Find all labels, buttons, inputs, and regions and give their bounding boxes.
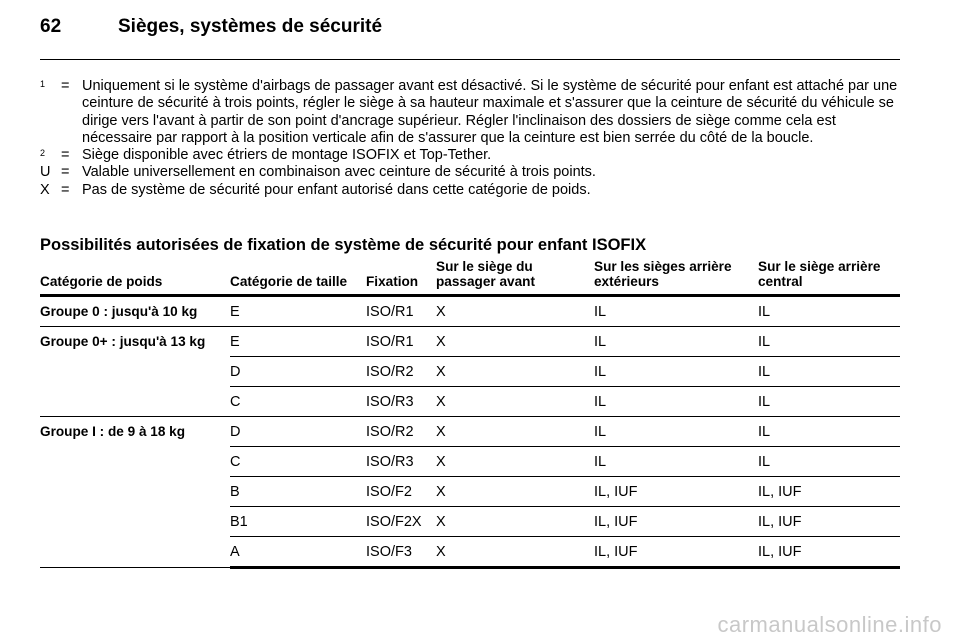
page-header [40,16,382,38]
column-header: Catégorie de taille [230,260,366,296]
table-cell: X [436,477,594,507]
table-cell: ISO/F3 [366,537,436,568]
footnotes [40,78,906,199]
table-cell: D [230,417,366,447]
footnote [40,78,906,147]
footnote [40,182,906,199]
table-cell: B1 [230,507,366,537]
footnote [40,147,906,164]
column-header: Sur le siège du passager avant [436,260,594,296]
weight-group-cell [40,357,230,387]
table-cell: ISO/R2 [366,417,436,447]
table-header-row [40,260,900,296]
weight-group-cell [40,447,230,477]
table-cell: IL, IUF [758,507,900,537]
table-cell: A [230,537,366,568]
table-row [40,507,900,537]
footnote [40,164,906,181]
table-cell: ISO/R3 [366,447,436,477]
table-row [40,296,900,327]
table-cell: IL [594,357,758,387]
table-cell: ISO/R2 [366,357,436,387]
footnote-key: 2 [40,148,46,159]
table-cell: IL [758,327,900,357]
table-row [40,387,900,417]
watermark: carmanualsonline.info [717,612,942,637]
table-row [40,357,900,387]
table-cell: ISO/F2 [366,477,436,507]
table-cell: IL, IUF [594,507,758,537]
footnote-equals: = [61,78,70,94]
table-cell: ISO/F2X [366,507,436,537]
table-row [40,537,900,568]
footnote-key: U [40,164,51,181]
table-cell: D [230,357,366,387]
table-cell: X [436,387,594,417]
table-cell: IL [594,327,758,357]
weight-group-cell [40,477,230,507]
table-cell: ISO/R3 [366,387,436,417]
table-cell: X [436,447,594,477]
page-title: Sièges, systèmes de sécurité [118,16,383,37]
table-row [40,447,900,477]
table-cell: X [436,537,594,568]
table-cell: ISO/R1 [366,327,436,357]
section-title: Possibilités autorisées de fixation de système de sécurité pour enfant ISOFIX [40,236,647,254]
table-cell: X [436,327,594,357]
footnote-equals: = [61,181,70,198]
table-cell: X [436,357,594,387]
column-header: Fixation [366,260,436,296]
table-row [40,417,900,447]
table-cell: IL [594,417,758,447]
footnote-key: X [40,181,50,198]
table-row [40,477,900,507]
table-cell: X [436,296,594,327]
table-cell: C [230,447,366,477]
footnote-equals: = [61,147,70,164]
table-cell: IL, IUF [758,477,900,507]
weight-group-cell: Groupe 0 : jusqu'à 10 kg [40,296,230,327]
table-cell: IL, IUF [594,477,758,507]
table-cell: IL [758,447,900,477]
weight-group-cell: Groupe I : de 9 à 18 kg [40,424,186,440]
table-cell: X [436,417,594,447]
footnote-text: Valable universellement en combinaison avec ceinture de sécurité à trois points. [82,164,596,181]
page-number: 62 [40,16,62,37]
table-cell: IL [758,357,900,387]
table-cell: IL [594,447,758,477]
table-cell: B [230,477,366,507]
table-cell: E [230,296,366,327]
footnote-text: Uniquement si le système d'airbags de passager avant est désactivé. Si le système de sécurité pour enfant est attaché par une ceinture de sécurité à trois points, régler le siège à sa hauteur maximale et s'assurer que la ceinture de sécurité du véhicule se dirige vers l'avant à partir de son point d'ancrage supérieur. Régler l'inclinaison des dossiers de siège comme cela est nécessaire par rapport à la position verticale afin de s'assurer que la ceinture est bien serrée du côté de la boucle. [82,78,898,146]
table-cell: IL [758,387,900,417]
isofix-table [40,260,900,569]
table-cell: IL, IUF [758,537,900,568]
footnote-text: Siège disponible avec étriers de montage ISOFIX et Top-Tether. [82,147,492,164]
table-cell: IL, IUF [594,537,758,568]
table-cell: IL [594,296,758,327]
table-row [40,327,900,357]
table-cell: ISO/R1 [366,296,436,327]
column-header: Sur le siège arrière central [758,260,900,296]
weight-group-cell [40,387,230,417]
footnote-equals: = [61,164,70,181]
table-cell: IL [594,387,758,417]
column-header: Catégorie de poids [40,260,230,296]
weight-group-cell [40,537,230,568]
footnote-key: 1 [40,79,46,89]
table-cell: X [436,507,594,537]
weight-group-cell [40,507,230,537]
table-cell: C [230,387,366,417]
column-header: Sur les sièges arrière extérieurs [594,260,758,296]
header-rule [40,59,900,60]
weight-group-cell: Groupe 0+ : jusqu'à 13 kg [40,334,206,350]
table-cell: IL [758,417,900,447]
table-cell: E [230,327,366,357]
table-cell: IL [758,296,900,327]
footnote-text: Pas de système de sécurité pour enfant autorisé dans cette catégorie de poids. [82,181,591,198]
